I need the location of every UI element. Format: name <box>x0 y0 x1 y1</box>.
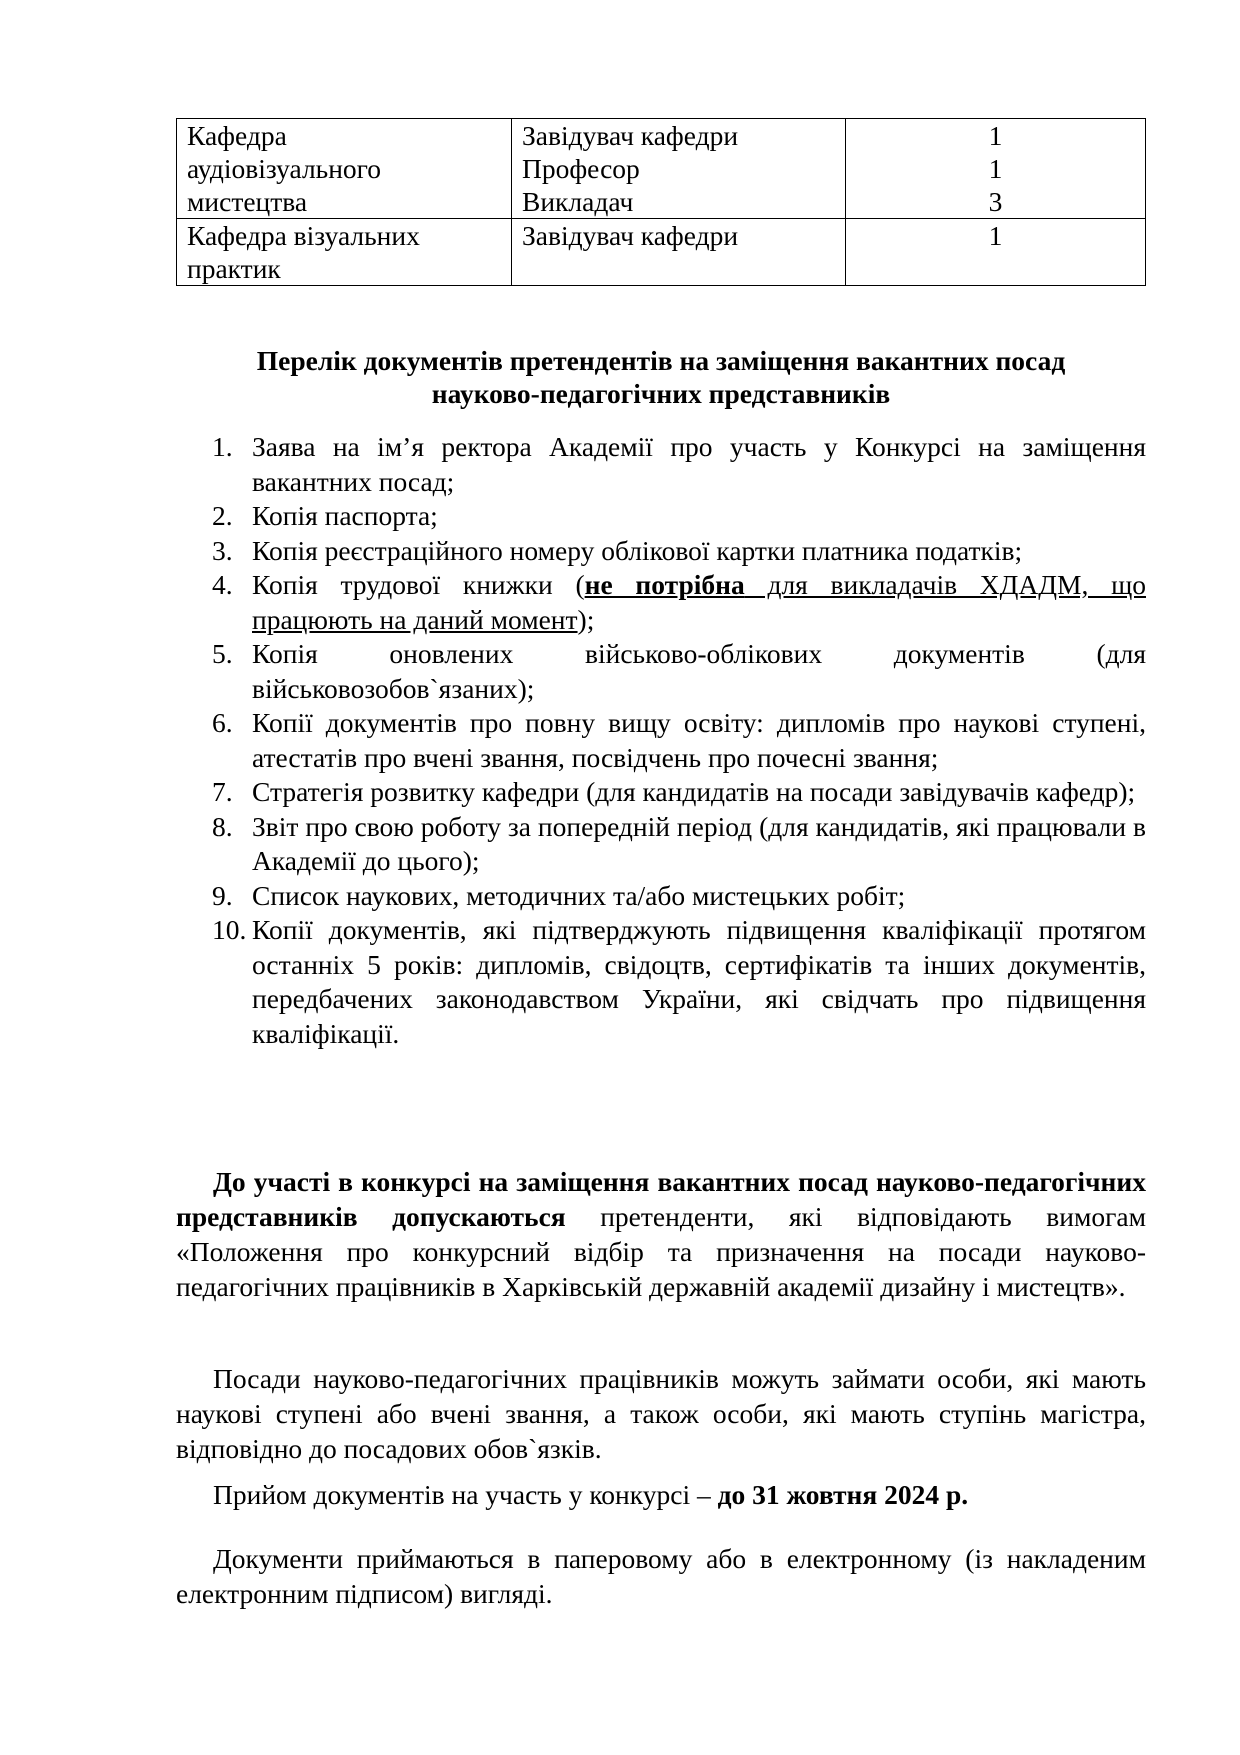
department-name: Кафедра візуальних <box>187 220 420 251</box>
deadline-date: до 31 жовтня 2024 р. <box>717 1479 969 1510</box>
emphasis-text: не потрібна <box>584 569 745 600</box>
title-line: Перелік документів претендентів на заміщення вакантних посад <box>256 345 1066 376</box>
count-cell <box>846 219 1146 286</box>
item-text: Копія паспорта; <box>252 500 438 531</box>
item-number: 5. <box>212 638 233 669</box>
department-cell <box>177 219 512 286</box>
list-item <box>176 775 1146 810</box>
item-number: 7. <box>212 776 233 807</box>
vacancy-count: 1 <box>988 220 1003 251</box>
list-item <box>176 430 1146 499</box>
title-line: науково-педагогічних представників <box>431 378 891 409</box>
item-number: 6. <box>212 707 233 738</box>
list-item <box>176 637 1146 706</box>
list-item <box>176 810 1146 879</box>
item-text: Копія оновлених військово-облікових документів (для військовозобов`язаних); <box>252 638 1146 704</box>
admission-paragraph <box>176 1164 1146 1304</box>
item-text: Копія реєстраційного номеру облікової картки платника податків; <box>252 534 1023 566</box>
item-text: Стратегія розвитку кафедри (для кандидатів на посади завідувачів кафедр); <box>252 776 1136 807</box>
deadline-paragraph <box>176 1477 1146 1512</box>
documents-list-title <box>176 344 1146 410</box>
vacancy-count: 1 <box>988 153 1003 184</box>
position-name: Завідувач кафедри <box>522 120 739 151</box>
vacancies-table <box>176 118 1146 286</box>
list-item <box>176 706 1146 775</box>
department-cell <box>177 119 512 219</box>
position-name: Викладач <box>522 186 634 217</box>
vacancy-count: 3 <box>988 186 1003 217</box>
position-name: Професор <box>522 153 640 184</box>
item-text: Копії документів про повну вищу освіту: дипломів про наукові ступені, атестатів про вчені звання, посвідчень про почесні звання; <box>252 707 1146 773</box>
list-item <box>176 534 1146 569</box>
eligibility-paragraph: Посади науково-педагогічних працівників можуть займати особи, які мають наукові ступені або вчені звання, а також особи, які мають ступінь магістра, відповідно до посадових обов`язків. <box>176 1363 1146 1464</box>
admission-bold-text: До участі в конкурсі на заміщення вакантних посад науково-педагогічних представників допускаються <box>176 1166 1146 1232</box>
item-number: 8. <box>212 810 233 842</box>
item-text <box>252 569 1146 635</box>
department-name: Кафедра <box>187 120 287 151</box>
vacancy-count: 1 <box>988 120 1003 151</box>
position-cell <box>512 119 846 219</box>
item-text: Список наукових, методичних та/або мистецьких робіт; <box>252 879 906 911</box>
count-cell <box>846 119 1146 219</box>
position-cell <box>512 219 846 286</box>
item-number: 3. <box>212 534 233 566</box>
position-name: Завідувач кафедри <box>522 220 739 251</box>
table-row <box>177 219 1146 286</box>
table-row <box>177 119 1146 219</box>
department-name: мистецтва <box>187 186 308 217</box>
documents-list <box>176 430 1146 1051</box>
format-paragraph: Документи приймаються в паперовому або в електронному (із накладеним електронним підписом) вигляді. <box>176 1543 1146 1609</box>
admission-text: претенденти, які відповідають вимогам «Положення про конкурсний відбір та призначення на посади науково-педагогічних працівників в Харківській державній академії дизайну і мистецтв». <box>176 1201 1146 1302</box>
item-number: 10. <box>212 914 247 945</box>
item-number: 9. <box>212 879 233 911</box>
item-number: 4. <box>212 569 233 600</box>
item-number: 1. <box>212 431 233 462</box>
department-name: практик <box>187 253 281 284</box>
item-text: Копії документів, які підтверджують підвищення кваліфікації протягом останніх 5 років: дипломів, свідоцтв, сертифікатів та інших документів, передбачених законодавством України, які свідчать про підвищення кваліфікації. <box>252 914 1146 1049</box>
deadline-text: Прийом документів на участь у конкурсі – <box>213 1479 718 1510</box>
item-text-part: ); <box>577 603 595 635</box>
list-item <box>176 879 1146 914</box>
underlined-text: для викладачів ХДАДМ, що працюють на даний момент <box>252 569 1146 635</box>
list-item <box>176 568 1146 637</box>
item-number: 2. <box>212 500 233 531</box>
item-text: Заява на ім’я ректора Академії про участь у Конкурсі на заміщення вакантних посад; <box>252 431 1146 497</box>
item-text-part: Копія трудової книжки ( <box>252 569 585 600</box>
department-name: аудіовізуального <box>187 153 382 184</box>
item-text: Звіт про свою роботу за попередній період (для кандидатів, які працювали в Академії до цього); <box>252 810 1146 876</box>
list-item <box>176 499 1146 534</box>
list-item <box>176 913 1146 1051</box>
